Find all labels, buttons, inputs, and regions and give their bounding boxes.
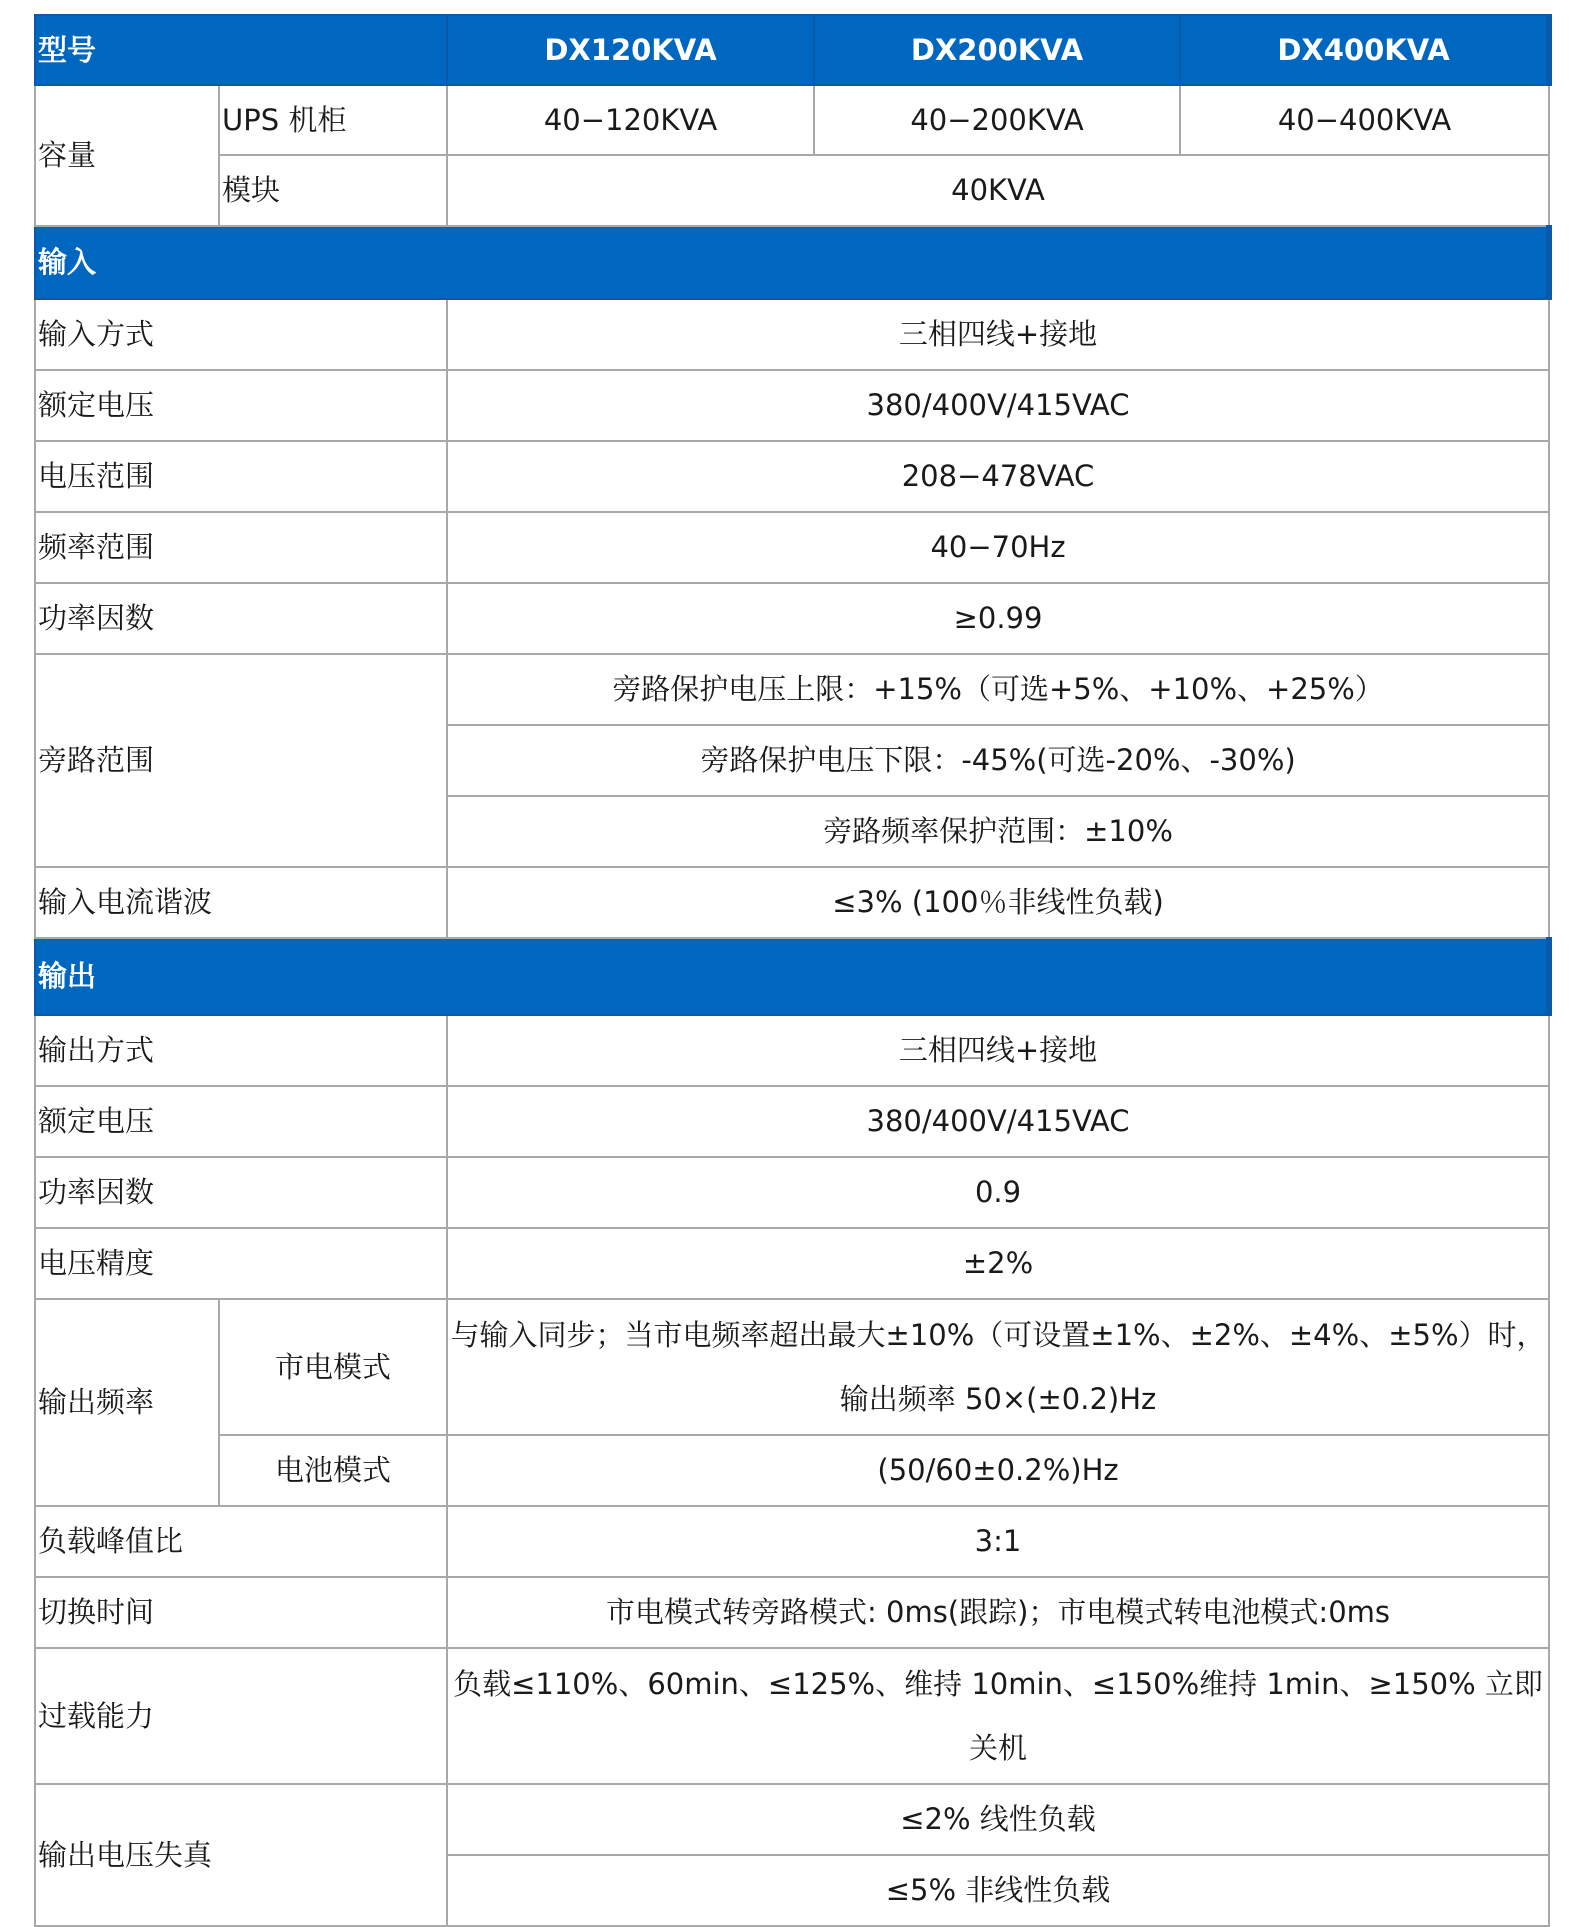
ups-value-dx120: 40−120KVA <box>447 85 814 155</box>
bypass-lower-limit: 旁路保护电压下限：-45%(可选-20%、-30%) <box>447 725 1549 796</box>
table-row <box>35 1086 1549 1157</box>
table-row <box>35 370 1549 441</box>
row-label: 电压精度 <box>35 1228 447 1299</box>
mains-mode-value: 与输入同步；当市电频率超出最大±10%（可设置±1%、±2%、±4%、±5%）时，输出频率 50×(±0.2)Hz <box>447 1299 1549 1435</box>
row-label: 输出方式 <box>35 1015 447 1086</box>
distortion-label: 输出电压失真 <box>35 1784 447 1926</box>
row-value: 三相四线+接地 <box>447 299 1549 370</box>
row-label: 输入方式 <box>35 299 447 370</box>
row-label: 切换时间 <box>35 1577 447 1648</box>
bypass-frequency-range: 旁路频率保护范围：±10% <box>447 796 1549 867</box>
ups-cabinet-label: UPS 机柜 <box>219 85 447 155</box>
row-label: 电压范围 <box>35 441 447 512</box>
input-section-row <box>35 226 1549 299</box>
battery-mode-value: (50/60±0.2%)Hz <box>447 1435 1549 1506</box>
row-value: ≥0.99 <box>447 583 1549 654</box>
capacity-label: 容量 <box>35 85 219 226</box>
row-label: 额定电压 <box>35 370 447 441</box>
row-value: 3:1 <box>447 1506 1549 1577</box>
bypass-row <box>35 654 1549 725</box>
model-dx200: DX200KVA <box>814 15 1180 85</box>
input-section-label: 输入 <box>35 226 1549 299</box>
model-header-row <box>35 15 1549 85</box>
row-value: 市电模式转旁路模式: 0ms(跟踪)；市电模式转电池模式:0ms <box>447 1577 1549 1648</box>
row-value: 0.9 <box>447 1157 1549 1228</box>
row-value: 380/400V/415VAC <box>447 370 1549 441</box>
row-label: 额定电压 <box>35 1086 447 1157</box>
table-row <box>35 1506 1549 1577</box>
row-label: 功率因数 <box>35 583 447 654</box>
row-value: ±2% <box>447 1228 1549 1299</box>
row-value: 三相四线+接地 <box>447 1015 1549 1086</box>
model-label: 型号 <box>35 15 447 85</box>
row-label: 输入电流谐波 <box>35 867 447 938</box>
table-row <box>35 1157 1549 1228</box>
bypass-label: 旁路范围 <box>35 654 447 867</box>
row-value: 208−478VAC <box>447 441 1549 512</box>
row-label: 负载峰值比 <box>35 1506 447 1577</box>
distortion-linear: ≤2% 线性负载 <box>447 1784 1549 1855</box>
output-frequency-mains-row <box>35 1299 1549 1435</box>
table-row <box>35 867 1549 938</box>
mains-mode-label: 市电模式 <box>219 1299 447 1435</box>
capacity-ups-row <box>35 85 1549 155</box>
module-label: 模块 <box>219 155 447 226</box>
table-row <box>35 299 1549 370</box>
output-frequency-battery-row <box>35 1435 1549 1506</box>
distortion-row <box>35 1784 1549 1855</box>
row-value: ≤3% (100％非线性负载) <box>447 867 1549 938</box>
row-value: 40−70Hz <box>447 512 1549 583</box>
table-row <box>35 441 1549 512</box>
overload-value: 负载≤110%、60min、≤125%、维持 10min、≤150%维持 1min、≥150% 立即关机 <box>447 1648 1549 1784</box>
output-frequency-label: 输出频率 <box>35 1299 219 1506</box>
table-row <box>35 583 1549 654</box>
model-dx120: DX120KVA <box>447 15 814 85</box>
module-value: 40KVA <box>447 155 1549 226</box>
row-label: 频率范围 <box>35 512 447 583</box>
row-label: 过载能力 <box>35 1648 447 1784</box>
ups-value-dx400: 40−400KVA <box>1180 85 1549 155</box>
capacity-module-row <box>35 155 1549 226</box>
ups-value-dx200: 40−200KVA <box>814 85 1180 155</box>
row-label: 功率因数 <box>35 1157 447 1228</box>
output-section-label: 输出 <box>35 938 1549 1015</box>
ups-spec-table <box>34 14 1552 1927</box>
output-section-row <box>35 938 1549 1015</box>
bypass-upper-limit: 旁路保护电压上限：+15%（可选+5%、+10%、+25%） <box>447 654 1549 725</box>
table-row <box>35 1015 1549 1086</box>
table-row <box>35 1648 1549 1784</box>
row-value: 380/400V/415VAC <box>447 1086 1549 1157</box>
model-dx400: DX400KVA <box>1180 15 1549 85</box>
table-row <box>35 1577 1549 1648</box>
distortion-nonlinear: ≤5% 非线性负载 <box>447 1855 1549 1926</box>
table-row <box>35 512 1549 583</box>
table-row <box>35 1228 1549 1299</box>
battery-mode-label: 电池模式 <box>219 1435 447 1506</box>
